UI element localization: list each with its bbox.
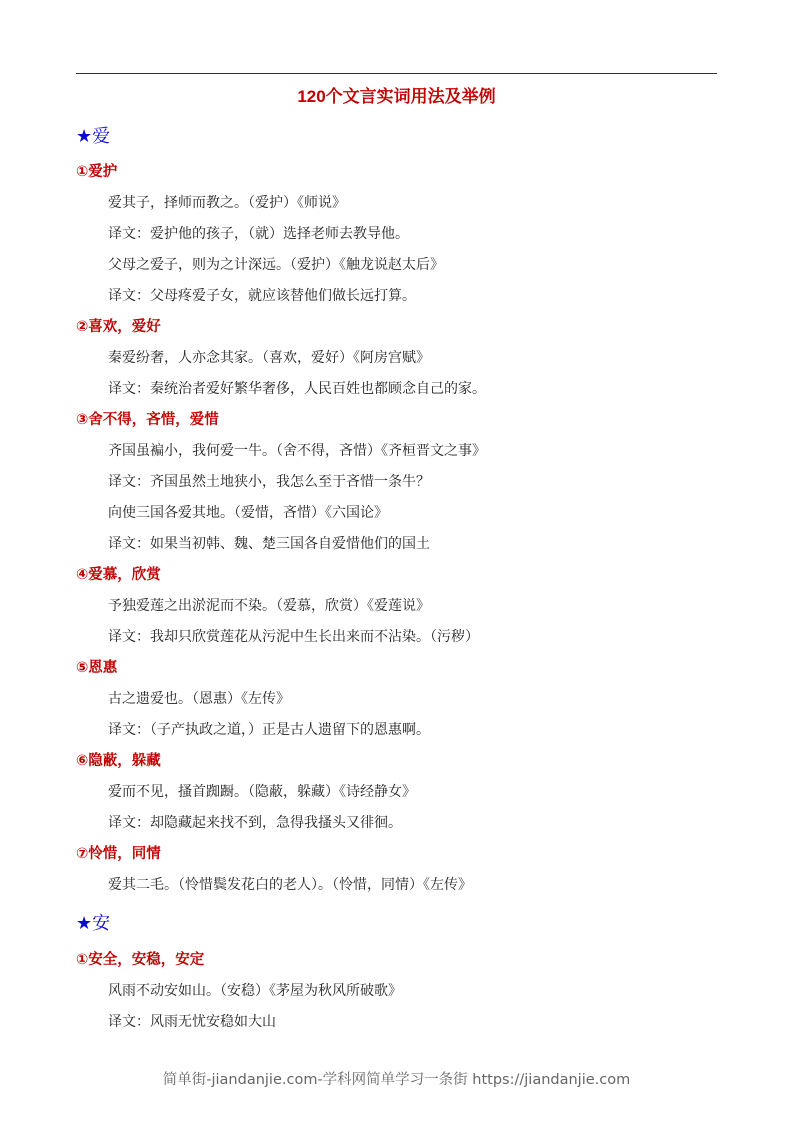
example-line: 予独爱莲之出淤泥而不染。（爱慕，欣赏）《爱莲说》 [108,598,430,614]
example-line: 齐国虽褊小，我何爱一牛。（舍不得，吝惜）《齐桓晋文之事》 [108,443,486,459]
translation-line: 译文：齐国虽然土地狭小，我怎么至于吝惜一条牛？ [108,474,430,490]
word-section [76,901,717,1038]
document-body [76,80,717,1038]
translation-line: 译文：如果当初韩、魏、楚三国各自爱惜他们的国土 [108,536,430,552]
sense-label: ③舍不得，吝惜，爱惜 [76,412,219,428]
sense-label: ④爱慕，欣赏 [76,567,161,583]
sense-label: ⑥隐蔽，躲藏 [76,753,161,769]
example-line: 爱其子，择师而教之。（爱护）《师说》 [108,195,346,211]
translation-line: 译文：爱护他的孩子，（就）选择老师去教导他。 [108,226,409,242]
translation-line: 译文：秦统治者爱好繁华奢侈，人民百姓也都顾念自己的家。 [108,381,486,397]
example-line: 秦爱纷奢，人亦念其家。（喜欢，爱好）《阿房宫赋》 [108,350,430,366]
header-rule [76,73,717,74]
example-line: 古之遗爱也。（恩惠）《左传》 [108,691,290,707]
example-line: 风雨不动安如山。（安稳）《茅屋为秋风所破歌》 [108,983,402,999]
example-line: 爱而不见，搔首踟蹰。（隐蔽，躲藏）《诗经静女》 [108,784,416,800]
sense-label: ①爱护 [76,164,118,180]
document-title: 120个文言实词用法及举例 [297,87,496,106]
example-line: 父母之爱子，则为之计深远。（爱护）《触龙说赵太后》 [108,257,444,273]
sense-label: ⑤恩惠 [76,660,118,676]
word-heading: ★爱 [76,126,111,147]
word-section [76,117,717,901]
sense-label: ⑦怜惜，同情 [76,846,161,862]
word-heading: ★安 [76,913,111,934]
example-line: 向使三国各爱其地。（爱惜，吝惜）《六国论》 [108,505,388,521]
translation-line: 译文：我却只欣赏莲花从污泥中生长出来而不沾染。（污秽） [108,629,479,645]
sense-label: ①安全，安稳，安定 [76,952,205,968]
example-line: 爱其二毛。（怜惜鬓发花白的老人）。（怜惜，同情）《左传》 [108,877,472,893]
translation-line: 译文：风雨无忧安稳如大山 [108,1014,276,1030]
translation-line: 译文：（子产执政之道，）正是古人遗留下的恩惠啊。 [108,722,430,738]
sections [76,117,717,1038]
sense-label: ②喜欢，爱好 [76,319,161,335]
footer-watermark: 简单街-jiandanjie.com-学科网简单学习一条街 https://jiandanjie.com [162,1072,631,1088]
translation-line: 译文：父母疼爱子女，就应该替他们做长远打算。 [108,288,416,304]
translation-line: 译文：却隐藏起来找不到，急得我搔头又徘徊。 [108,815,402,831]
